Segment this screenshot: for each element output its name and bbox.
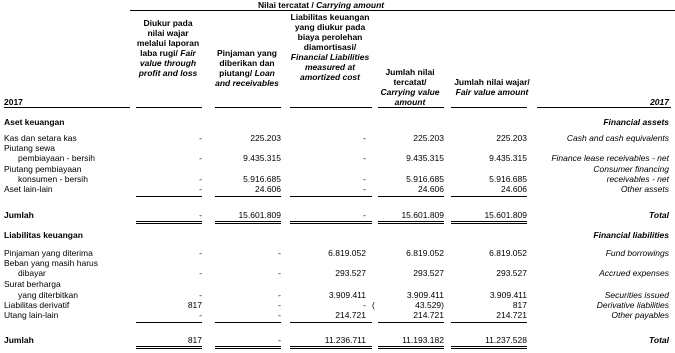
row-label-2: yang diterbitkan: [18, 290, 79, 300]
header-rule-c2: [215, 107, 281, 108]
subtotal-rule: [136, 322, 202, 323]
header-rule-c3: [290, 107, 372, 108]
subtotal-rule: [378, 322, 444, 323]
carrying-amount-title: [258, 0, 384, 10]
row-label: Piutang pembiayaan: [4, 164, 82, 174]
subtotal-rule: [451, 322, 527, 323]
cell: 3.909.411: [489, 290, 527, 300]
cell: 225.203: [250, 133, 281, 143]
cell: -: [278, 290, 281, 300]
subtotal-rule: [378, 196, 444, 197]
row-label-en: Fund borrowings: [605, 248, 669, 258]
cell: 24.606: [501, 184, 527, 194]
cell: -: [199, 290, 202, 300]
total-cell: 11.237.528: [485, 335, 527, 345]
cell: -: [363, 133, 366, 143]
section-financial-assets-en: Financial assets: [603, 117, 669, 127]
cell: -: [199, 310, 202, 320]
row-label-en: Other payables: [611, 310, 669, 320]
total-label-en: Total: [649, 335, 669, 345]
cell: -: [363, 174, 366, 184]
subtotal-rule: [136, 196, 202, 197]
cell: 3.909.411: [328, 290, 366, 300]
total-label: Jumlah: [4, 335, 34, 345]
total-double-rule: [451, 221, 527, 224]
row-label: Beban yang masih harus: [4, 258, 99, 268]
cell: 6.819.052: [489, 248, 527, 258]
row-label-en: Consumer financing: [593, 164, 669, 174]
total-double-rule: [378, 221, 444, 224]
total-double-rule: [451, 346, 527, 349]
row-label: Kas dan setara kas: [4, 133, 77, 143]
total-double-rule: [136, 346, 202, 349]
row-label-en: Securities issued: [604, 290, 669, 300]
total-double-rule: [136, 221, 202, 224]
cell: 24.606: [255, 184, 281, 194]
col-header-loans: Pinjaman yang diberikan dan piutang/ Loan and receivables: [215, 48, 279, 88]
total-cell: 15.601.809: [484, 210, 527, 220]
row-label-en: Finance lease receivables - net: [551, 153, 669, 163]
section-financial-assets: Aset keuangan: [4, 117, 65, 127]
row-label: Surat berharga: [4, 279, 61, 289]
cell: 6.819.052: [406, 248, 444, 258]
total-double-rule: [378, 346, 444, 349]
cell: 817: [512, 300, 527, 310]
cell: -: [278, 268, 281, 278]
cell: -: [199, 133, 202, 143]
cell: 293.527: [413, 268, 444, 278]
cell: 6.819.052: [328, 248, 366, 258]
cell: 5.916.685: [243, 174, 281, 184]
cell: -: [199, 268, 202, 278]
row-label-en: Derivative liabilities: [596, 300, 669, 310]
cell: 24.606: [418, 184, 444, 194]
total-double-rule: [215, 346, 281, 349]
row-label-en: Accrued expenses: [599, 268, 669, 278]
section-financial-liabilities: Liabilitas keuangan: [4, 230, 83, 240]
title-text: Nilai tercatat /: [258, 0, 317, 10]
cell: 9.435.315: [406, 153, 444, 163]
subtotal-rule: [215, 196, 281, 197]
subtotal-rule: [451, 196, 527, 197]
col-header-fvtpl: Diukur pada nilai wajar melalui laporan laba rugi/ Fair value through profit and loss: [136, 18, 200, 78]
total-cell: 11.193.182: [402, 335, 444, 345]
total-cell: -: [199, 210, 202, 220]
cell: 5.916.685: [489, 174, 527, 184]
year-right: 2017: [650, 97, 669, 107]
cell: 9.435.315: [489, 153, 527, 163]
total-cell: 15.601.809: [401, 210, 444, 220]
title-rule: [130, 10, 675, 11]
row-label: Pinjaman yang diterima: [4, 248, 93, 258]
section-financial-liabilities-en: Financial liabilities: [593, 230, 669, 240]
row-label: Liabilitas derivatif: [4, 300, 70, 310]
row-label-2: konsumen - bersih: [18, 174, 88, 184]
total-label-en: Total: [649, 210, 669, 220]
total-double-rule: [215, 221, 281, 224]
row-label-2: dibayar: [18, 268, 46, 278]
row-label: Utang lain-lain: [4, 310, 59, 320]
cell: 293.527: [335, 268, 366, 278]
row-label: Piutang sewa: [4, 143, 56, 153]
row-label-en-2: receivables - net: [606, 174, 669, 184]
cell: 214.721: [335, 310, 366, 320]
cell: -: [199, 153, 202, 163]
cell: 293.527: [496, 268, 527, 278]
row-label-2: pembiayaan - bersih: [18, 153, 96, 163]
total-cell: -: [278, 335, 281, 345]
header-rule-label: [4, 107, 130, 108]
cell: 9.435.315: [243, 153, 281, 163]
total-cell: 15.601.809: [238, 210, 281, 220]
cell: -: [278, 300, 281, 310]
cell: 817: [187, 300, 202, 310]
subtotal-rule: [215, 322, 281, 323]
cell: -: [199, 184, 202, 194]
total-double-rule: [290, 221, 372, 224]
header-rule-c1: [136, 107, 202, 108]
cell: -: [278, 248, 281, 258]
cell: -: [199, 174, 202, 184]
cell: -: [199, 248, 202, 258]
row-label-en: Cash and cash equivalents: [566, 133, 669, 143]
cell: 225.203: [496, 133, 527, 143]
cell: 214.721: [496, 310, 527, 320]
cell: -: [278, 310, 281, 320]
col-header-amortized: Liabilitas keuangan yang diukur pada biaya perolehan diamortisasi/ Financial Liabilities measured at amortized cost: [290, 12, 370, 82]
cell: 43.529): [415, 300, 444, 310]
total-cell: 817: [187, 335, 202, 345]
year-left: 2017: [4, 97, 23, 107]
row-label-en: Other assets: [620, 184, 669, 194]
header-rule-c5: [451, 107, 527, 108]
cell: -: [363, 300, 366, 310]
cell: 225.203: [413, 133, 444, 143]
total-label: Jumlah: [4, 210, 34, 220]
open-paren: (: [372, 300, 375, 310]
subtotal-rule: [290, 196, 372, 197]
cell: -: [363, 184, 366, 194]
col-header-carrying: Jumlah nilai tercatat/ Carrying value amount: [380, 67, 440, 107]
cell: 5.916.685: [406, 174, 444, 184]
total-double-rule: [290, 346, 372, 349]
cell: -: [363, 153, 366, 163]
cell: 214.721: [413, 310, 444, 320]
header-rule-c4: [378, 107, 444, 108]
cell: 3.909.411: [406, 290, 444, 300]
total-cell: 11.236.711: [324, 335, 366, 345]
row-label: Aset lain-lain: [4, 184, 53, 194]
header-rule-right: [537, 107, 671, 108]
subtotal-rule: [290, 322, 372, 323]
title-italic: Carrying amount: [316, 0, 385, 10]
total-cell: -: [363, 210, 366, 220]
col-header-fair: Jumlah nilai wajar/ Fair value amount: [454, 77, 530, 97]
